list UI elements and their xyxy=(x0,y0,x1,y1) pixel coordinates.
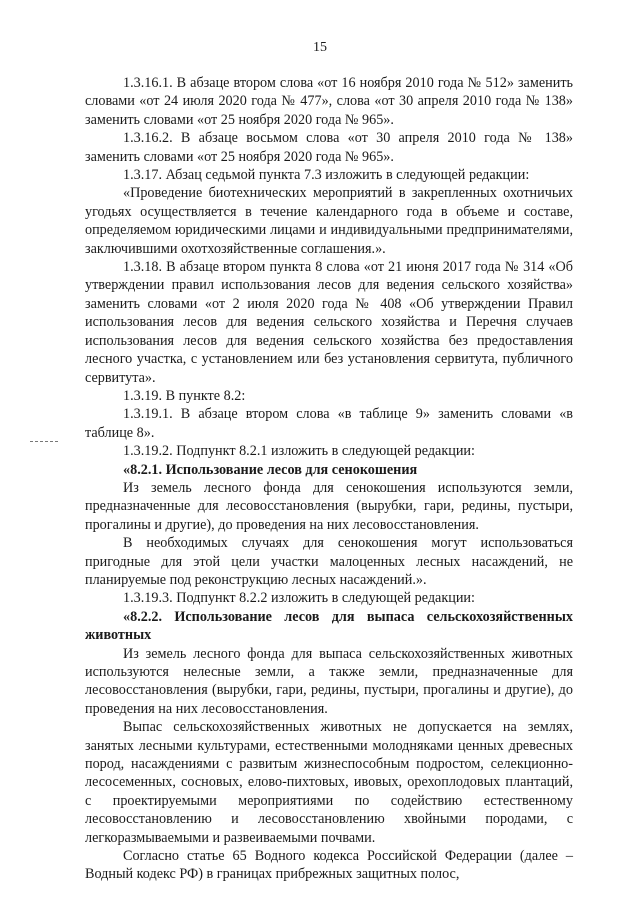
paragraph-grazing-lands: Из земель лесного фонда для выпаса сельскохозяйственных животных используются нелесные земли, а также земли, предназначенные для лесовосстановления (вырубки, гари, редины, пустыри, прогалины и другие), до проведения на них лесовосстановления. xyxy=(85,645,573,717)
paragraph-1-3-19-1: 1.3.19.1. В абзаце втором слова «в таблице 9» заменить словами «в таблице 8». xyxy=(85,406,573,441)
margin-mark xyxy=(30,441,58,442)
paragraph-grazing-restrictions: Выпас сельскохозяйственных животных не допускается на землях, занятых лесными культурами, естественными молодняками ценных древесных пород, насаждениями с развитым жизнеспособным подростом, селекционно-лесосеменных, сосновых, елово-пихтовых, ивовых, орехоплодовых плантаций, с проектируемыми мероприятиями по содействию естественному лесовосстановлению и лесовосстановлению хвойными породами, с легкоразмываемыми и развеиваемыми почвами. xyxy=(85,719,573,846)
paragraph-1-3-18: 1.3.18. В абзаце втором пункта 8 слова «от 21 июня 2017 года № 314 «Об утверждении правил использования лесов для ведения сельского хозяйства» заменить словами «от 2 июля 2020 года № 408 «Об утверждении Правил использования лесов для ведения сельского хозяйства и Перечня случаев использования лесов для ведения сельского хозяйства без предоставления лесного участка, с установлением или без установления сервитута, публичного сервитута». xyxy=(85,259,573,386)
paragraph-haymaking-lands: Из земель лесного фонда для сенокошения используются земли, предназначенные для лесовосстановления (вырубки, гари, редины, пустыри, прогалины и другие), до проведения на них лесовосстановления. xyxy=(85,479,573,533)
paragraph-haymaking-cases: В необходимых случаях для сенокошения могут использоваться пригодные для этой цели участки малоценных лесных насаждений, не планируемые под реконструкцию лесных насаждений.». xyxy=(85,535,573,588)
paragraph-water-code: Согласно статье 65 Водного кодекса Российской Федерации (далее – Водный кодекс РФ) в границах прибрежных защитных полос, xyxy=(85,848,573,883)
paragraph-1-3-19-3: 1.3.19.3. Подпункт 8.2.2 изложить в следующей редакции: xyxy=(123,590,475,607)
page-number: 15 xyxy=(313,40,327,55)
heading-8-2-1: «8.2.1. Использование лесов для сенокошения xyxy=(123,461,418,478)
paragraph-1-3-16-2: 1.3.16.2. В абзаце восьмом слова «от 30 апреля 2010 года № 138» заменить словами «от 25 ноября 2020 года № 965». xyxy=(85,130,573,165)
paragraph-quote-biotechnical: «Проведение биотехнических мероприятий в закрепленных охотничьих угодьях осуществляется в течение календарного года в объеме и составе, определяемом юридическими лицами и индивидуальными предпринимателями, заключившими охотхозяйственные соглашения.». xyxy=(85,185,573,257)
heading-8-2-2: «8.2.2. Использование лесов для выпаса сельскохозяйственных животных xyxy=(85,608,573,644)
paragraph-1-3-17: 1.3.17. Абзац седьмой пункта 7.3 изложить в следующей редакции: xyxy=(123,167,530,184)
paragraph-1-3-19: 1.3.19. В пункте 8.2: xyxy=(123,387,246,404)
document-body xyxy=(85,74,573,884)
paragraph-1-3-16-1: 1.3.16.1. В абзаце втором слова «от 16 ноября 2010 года № 512» заменить словами «от 24 июля 2020 года № 477», слова «от 30 апреля 2010 года № 138» заменить словами «от 25 ноября 2020 года № 965». xyxy=(85,75,573,128)
paragraph-1-3-19-2: 1.3.19.2. Подпункт 8.2.1 изложить в следующей редакции: xyxy=(123,443,475,460)
